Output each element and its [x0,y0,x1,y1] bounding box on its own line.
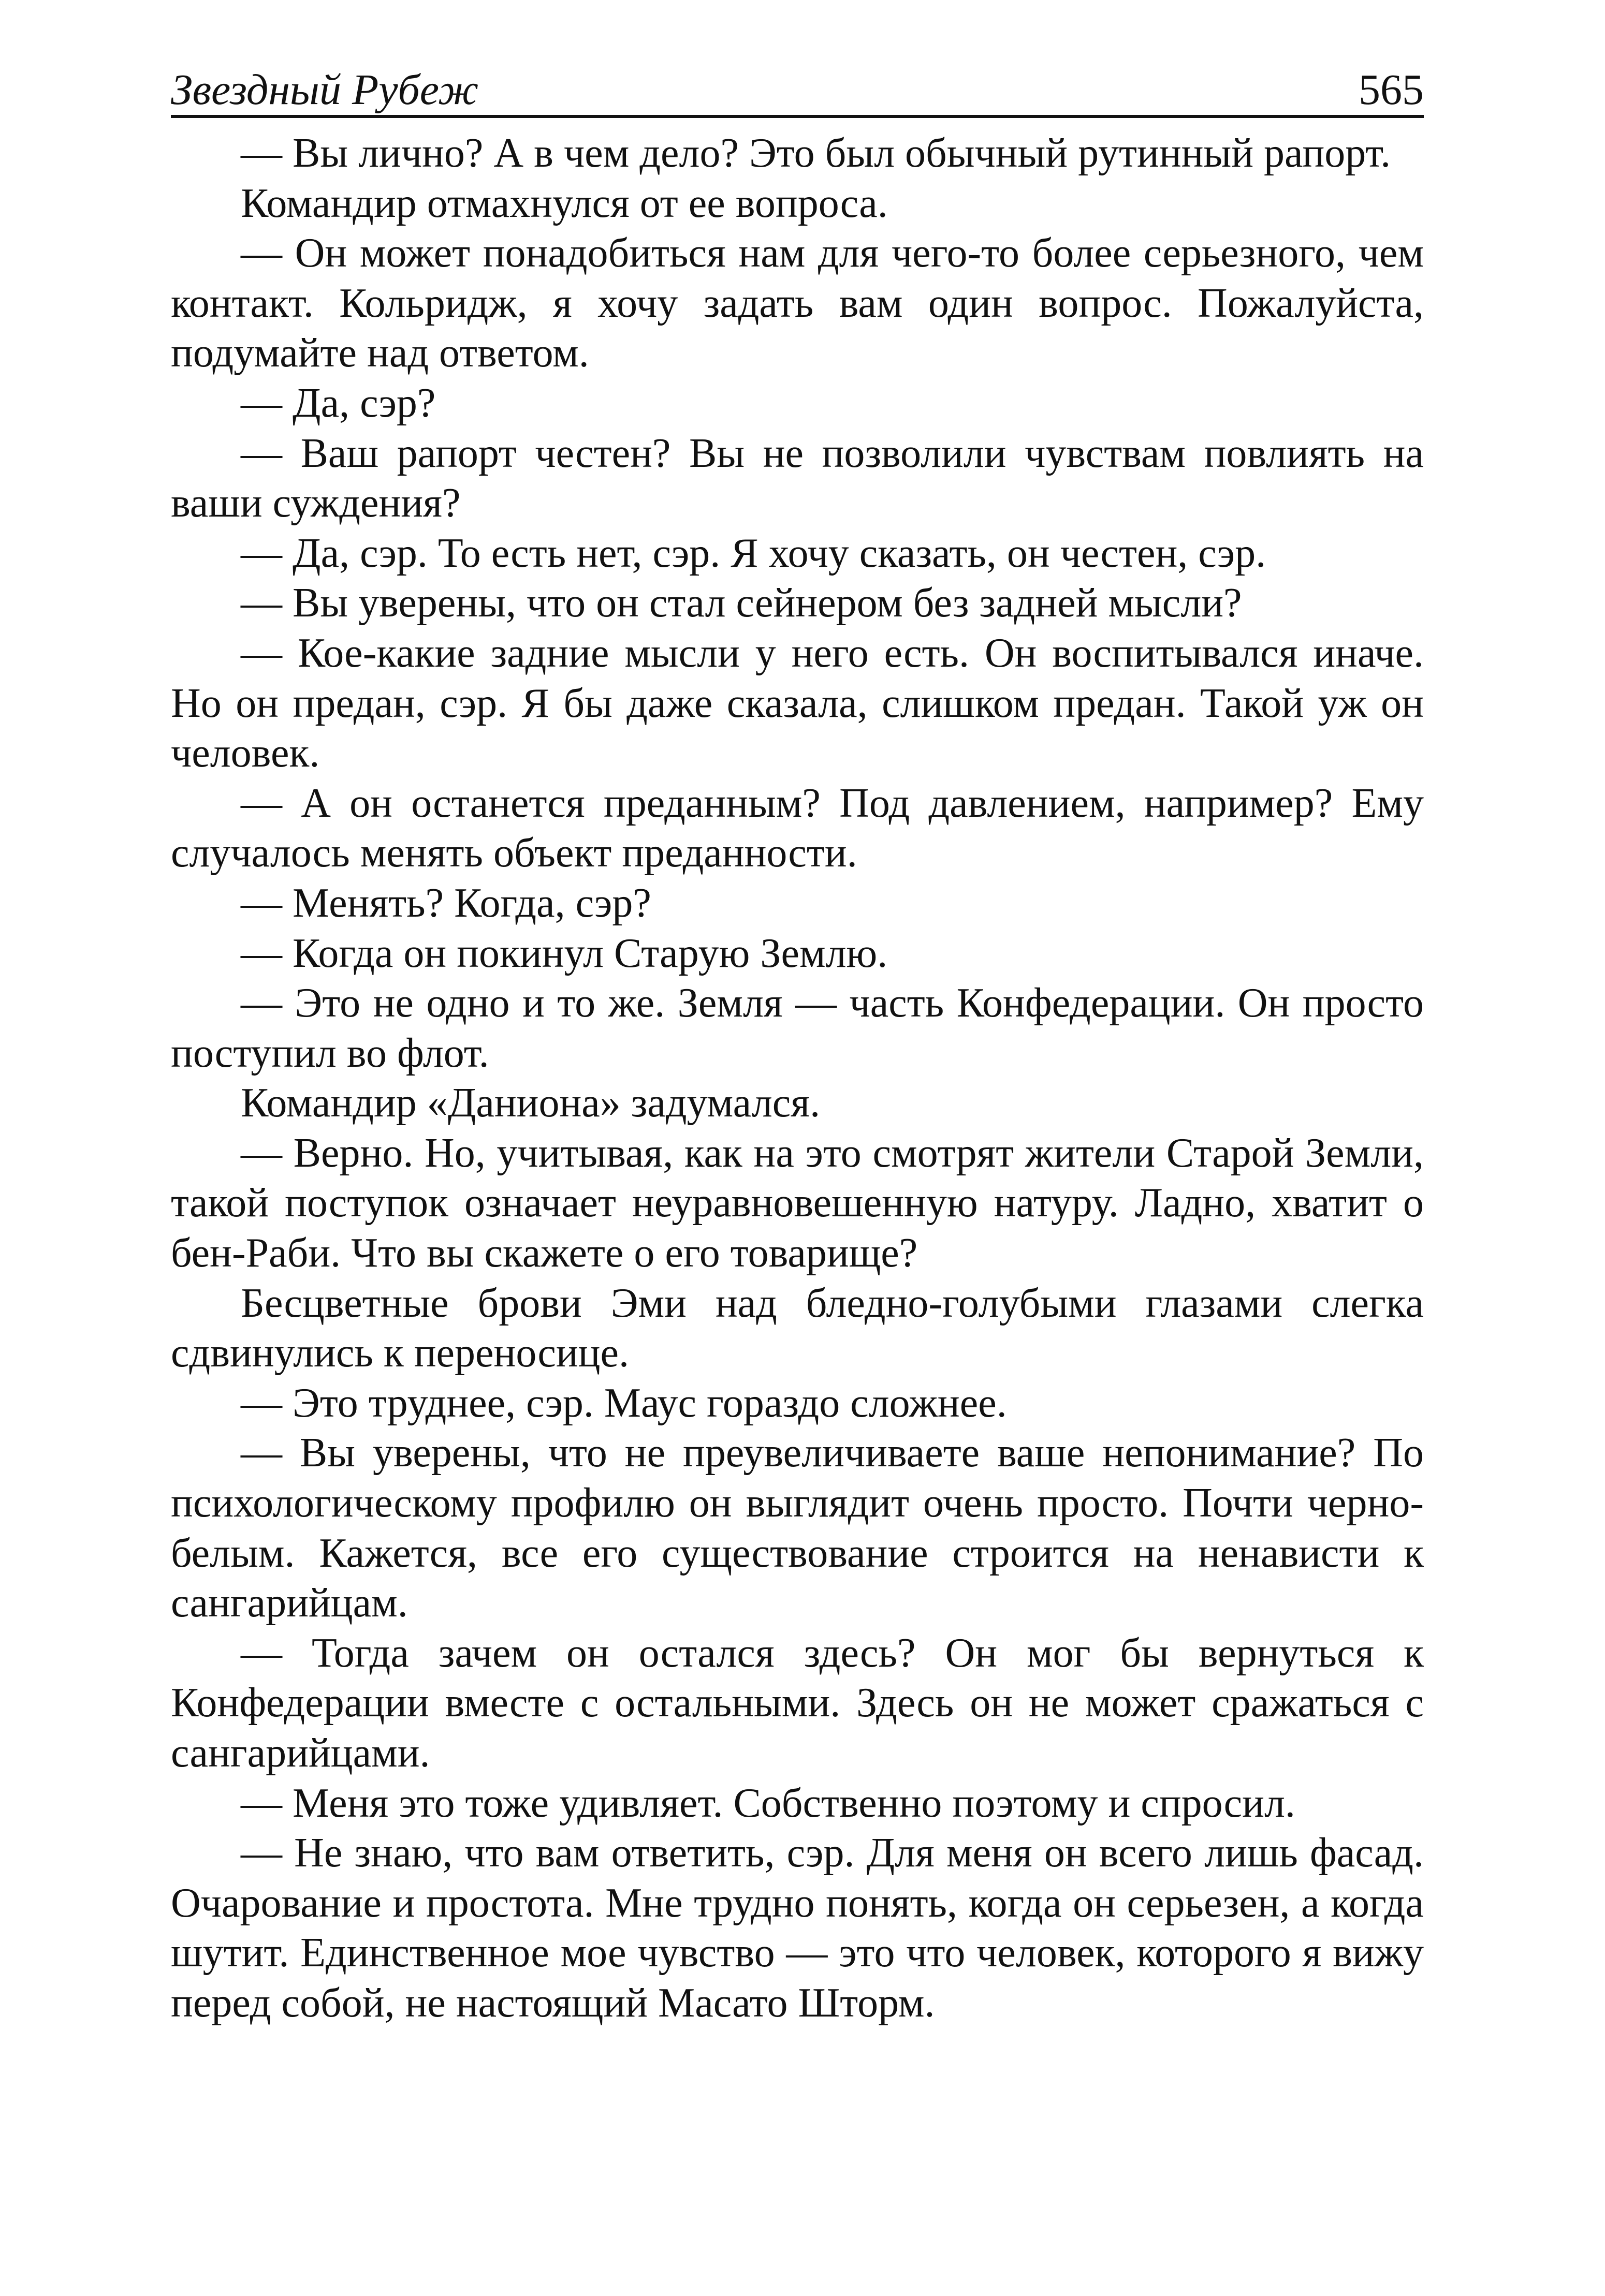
paragraph: — Он может понадобиться нам для чего-то более серьезного, чем контакт. Кольридж, я хочу задать вам один вопрос. Пожалуйста, подумайте над ответом. [171,230,1424,376]
paragraph: — Тогда зачем он остался здесь? Он мог бы вернуться к Конфедерации вместе с остальными. Здесь он не может сражаться с сангарийцами. [171,1630,1424,1776]
paragraph: — А он останется преданным? Под давлением, например? Ему случалось менять объект преданности. [171,780,1424,876]
body-text [171,128,1424,2028]
page-number: 565 [1359,66,1424,114]
paragraph: — Это не одно и то же. Земля — часть Конфедерации. Он просто поступил во флот. [171,980,1424,1076]
paragraph: — Кое-какие задние мысли у него есть. Он воспитывался иначе. Но он предан, сэр. Я бы даже сказала, слишком предан. Такой уж он человек. [171,630,1424,776]
paragraph: — Менять? Когда, сэр? [241,880,651,926]
paragraph: — Ваш рапорт честен? Вы не позволили чувствам повлиять на ваши суждения? [171,430,1424,526]
paragraph: — Да, сэр. То есть нет, сэр. Я хочу сказать, он честен, сэр. [241,530,1266,576]
running-head [171,50,1424,118]
paragraph: Бесцветные брови Эми над бледно-голубыми глазами слегка сдвинулись к переносице. [171,1280,1424,1376]
paragraph: — Вы уверены, что он стал сейнером без задней мысли? [241,580,1242,626]
paragraph: — Это труднее, сэр. Маус гораздо сложнее. [241,1380,1007,1426]
paragraph: — Меня это тоже удивляет. Собственно поэтому и спросил. [241,1780,1295,1826]
book-page [171,50,1424,2028]
book-title: Звездный Рубеж [171,66,479,114]
paragraph: — Верно. Но, учитывая, как на это смотрят жители Старой Земли, такой поступок означает неуравновешенную натуру. Ладно, хватит о бен-Раби. Что вы скажете о его товарище? [171,1130,1424,1276]
paragraph: — Вы уверены, что не преувеличиваете ваше непонимание? По психологическому профилю он выглядит очень просто. Почти черно-белым. Кажется, все его существование строится на ненависти к сангарийцам. [171,1430,1424,1626]
paragraph: — Вы лично? А в чем дело? Это был обычный рутинный рапорт. [241,130,1391,176]
paragraph: Командир «Даниона» задумался. [241,1080,821,1126]
paragraph: — Да, сэр? [241,380,436,426]
paragraph: Командир отмахнулся от ее вопроса. [241,180,888,226]
paragraph: — Не знаю, что вам ответить, сэр. Для меня он всего лишь фасад. Очарование и простота. Мне трудно понять, когда он серьезен, а когда шутит. Единственное мое чувство — это что человек, которого я вижу перед собой, не настоящий Масато Шторм. [171,1830,1424,2026]
paragraph: — Когда он покинул Старую Землю. [241,930,888,976]
